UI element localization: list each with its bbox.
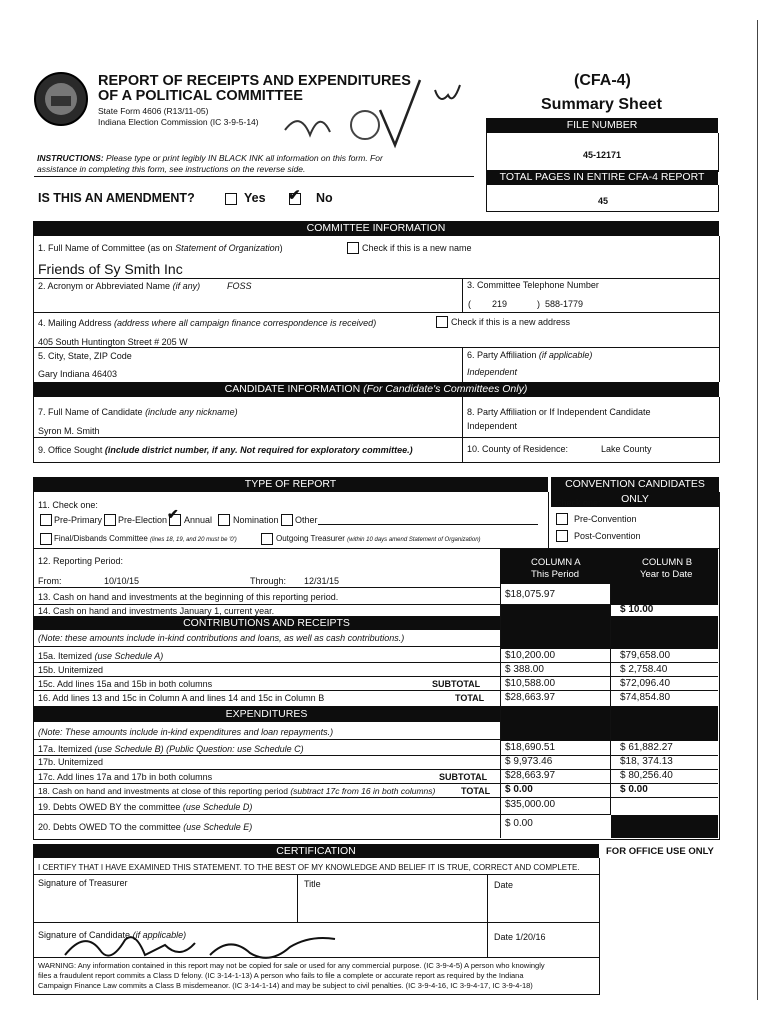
committee-section	[33, 236, 720, 382]
convention-header: CONVENTION CANDIDATES ONLY	[551, 477, 719, 507]
county-value: Lake County	[601, 444, 652, 454]
final-disband-label: Final/Disbands Committee (lines 18, 19, and 20 must be '0')	[54, 534, 237, 543]
line-17a-label: 17a. Itemized (use Schedule B) (Public Question: use Schedule C)	[38, 744, 304, 754]
line-15b-col-b: $ 2,758.40	[620, 664, 668, 675]
line-14-label: 14. Cash on hand and investments January 1, current year.	[38, 606, 275, 616]
line-17c-label: 17c. Add lines 17a and 17b in both columns	[38, 772, 213, 782]
amendment-no-label: No	[316, 191, 333, 205]
convention-check-one: Check one:	[555, 498, 601, 508]
warning-line2: files a fraudulent report commits a Class D felony. (IC 3-14-1-13) A person who fails to file a complete or accurate report as required by the Indiana	[38, 971, 524, 980]
pre-convention-checkbox[interactable]	[556, 513, 568, 525]
contributions-note: (Note: these amounts include in-kind contributions and loans, as well as cash contributions.)	[38, 633, 405, 643]
phone-number: 588-1779	[545, 299, 584, 309]
pre-election-label: Pre-Election	[118, 515, 168, 525]
mailing-label: 4. Mailing Address (address where all campaign finance correspondence is received)	[38, 318, 377, 328]
nomination-checkbox[interactable]	[218, 514, 230, 526]
candidate-name: Syron M. Smith	[38, 426, 100, 436]
column-b-subtitle: Year to Date	[640, 569, 693, 580]
file-number: 45-12171	[583, 150, 622, 160]
mailing-address: 405 South Huntington Street # 205 W	[38, 337, 188, 347]
certification-statement: I CERTIFY THAT I HAVE EXAMINED THIS STATEMENT. TO THE BEST OF MY KNOWLEDGE AND BELIEF IT IS TRUE, CORRECT AND COMPLETE.	[38, 863, 580, 872]
line-18-tag: TOTAL	[461, 786, 491, 796]
new-name-label: Check if this is a new name	[362, 243, 472, 253]
line-18-col-a: $ 0.00	[505, 784, 533, 795]
pre-primary-checkbox[interactable]	[40, 514, 52, 526]
post-convention-label: Post-Convention	[574, 531, 641, 541]
line-17b-col-b: $18, 374.13	[620, 756, 673, 767]
line-17b-label: 17b. Unitemized	[38, 757, 104, 767]
pre-convention-label: Pre-Convention	[574, 514, 637, 524]
column-a-title: COLUMN A	[531, 557, 581, 568]
new-address-label: Check if this is a new address	[451, 317, 571, 327]
reporting-period-label: 12. Reporting Period:	[38, 556, 124, 566]
acronym-label: 2. Acronym or Abbreviated Name (if any)	[38, 281, 201, 291]
column-b-title: COLUMN B	[642, 557, 693, 568]
amendment-question: IS THIS AN AMENDMENT?	[38, 191, 195, 205]
candidate-header-note: (For Candidate's Committees Only)	[363, 383, 528, 395]
instructions-line2: assistance in completing this form, see instructions on the reverse side.	[37, 164, 306, 174]
annual-label: Annual	[184, 515, 213, 525]
other-label: Other	[295, 515, 318, 525]
line-18-col-b: $ 0.00	[620, 784, 648, 795]
line-15a-col-a: $10,200.00	[505, 650, 556, 661]
line-13-col-a: $18,075.97	[505, 589, 556, 600]
certification-header: CERTIFICATION	[33, 844, 599, 858]
line-19-label: 19. Debts OWED BY the committee (use Schedule D)	[38, 802, 253, 812]
line-15a-label: 15a. Itemized (use Schedule A)	[38, 651, 164, 661]
state-form-number: State Form 4606 (R13/11-05)	[98, 106, 209, 116]
post-convention-checkbox[interactable]	[556, 530, 568, 542]
handwritten-annotation	[270, 70, 470, 160]
line-18-label: 18. Cash on hand and investments at close of this reporting period (subtract 17c from 16 in both columns)	[38, 786, 436, 796]
candidate-date: Date 1/20/16	[494, 932, 546, 942]
line-15b-col-a: $ 388.00	[505, 664, 544, 675]
form-name: Summary Sheet	[541, 96, 662, 113]
line-17a-col-a: $18,690.51	[505, 742, 556, 753]
final-disband-checkbox[interactable]	[40, 533, 52, 545]
form-title-line2: OF A POLITICAL COMMITTEE	[98, 88, 303, 104]
line-17c-col-b: $ 80,256.40	[620, 770, 673, 781]
file-number-header: FILE NUMBER	[486, 118, 718, 133]
line-15c-label: 15c. Add lines 15a and 15b in both columns	[38, 679, 213, 689]
date-label: Date	[494, 880, 514, 890]
phone-area: 219	[492, 299, 508, 309]
through-label: Through:	[250, 576, 287, 586]
line-15c-col-b: $72,096.40	[620, 678, 671, 689]
pre-primary-label: Pre-Primary	[54, 515, 103, 525]
state-seal	[34, 72, 88, 126]
line-19-col-a: $35,000.00	[505, 799, 556, 810]
form-code: (CFA-4)	[574, 72, 631, 89]
candidate-signature-label: Signature of Candidate (if applicable)	[38, 930, 187, 940]
outgoing-treasurer-label: Outgoing Treasurer (within 10 days amend Statement of Organization)	[276, 534, 481, 543]
line-17a-col-b: $ 61,882.27	[620, 742, 673, 753]
from-label: From:	[38, 576, 62, 586]
phone-label: 3. Committee Telephone Number	[467, 280, 599, 290]
phone-paren-close: )	[537, 299, 540, 309]
nomination-label: Nomination	[233, 515, 279, 525]
instructions	[37, 153, 383, 163]
line-15b-label: 15b. Unitemized	[38, 665, 104, 675]
check-one-label: 11. Check one:	[38, 500, 98, 510]
line-17b-col-a: $ 9,973.46	[505, 756, 553, 767]
acronym-value: FOSS	[227, 281, 252, 291]
line-16-label: 16. Add lines 13 and 15c in Column A and lines 14 and 15c in Column B	[38, 693, 325, 703]
line-16-col-a: $28,663.97	[505, 692, 556, 703]
commission-reference: Indiana Election Commission (IC 3-9-5-14)	[98, 117, 259, 127]
line-16-col-b: $74,854.80	[620, 692, 671, 703]
expenditures-header: EXPENDITURES	[33, 706, 500, 722]
title-label: Title	[304, 879, 321, 889]
checkmark-icon: ✔	[167, 506, 179, 522]
through-date: 12/31/15	[304, 576, 340, 586]
checkmark-icon: ✔	[288, 187, 301, 204]
party-label: 6. Party Affiliation (if applicable)	[467, 350, 593, 360]
other-checkbox[interactable]	[281, 514, 293, 526]
phone-paren: (	[468, 299, 471, 309]
instructions-label: INSTRUCTIONS:	[37, 153, 104, 163]
expenditures-note: (Note: These amounts include in-kind expenditures and loan repayments.)	[38, 727, 334, 737]
from-date: 10/10/15	[104, 576, 140, 586]
party-value: Independent	[467, 367, 518, 377]
candidate-party-label: 8. Party Affiliation or If Independent Candidate	[467, 407, 651, 417]
warning-line1: WARNING: Any information contained in this report may not be copied for sale or used for any commercial purpose. (IC 3-9-4-5) A person who knowingly	[38, 961, 545, 970]
line-15a-col-b: $79,658.00	[620, 650, 671, 661]
instructions-text: Please type or print legibly IN BLACK INK all information on this form. For	[105, 153, 383, 163]
city-value: Gary Indiana 46403	[38, 369, 118, 379]
county-label: 10. County of Residence:	[467, 444, 569, 454]
amendment-yes-checkbox[interactable]	[225, 193, 237, 205]
committee-name: Friends of Sy Smith Inc	[38, 261, 183, 277]
committee-section-header: COMMITTEE INFORMATION	[33, 221, 719, 236]
line-16-tag: TOTAL	[455, 693, 485, 703]
office-sought-label: 9. Office Sought (include district number, if any. Not required for exploratory committee.)	[38, 445, 413, 455]
contributions-header: CONTRIBUTIONS AND RECEIPTS	[33, 616, 500, 630]
outgoing-treasurer-checkbox[interactable]	[261, 533, 273, 545]
candidate-party: Independent	[467, 421, 518, 431]
line-20-col-a: $ 0.00	[505, 818, 533, 829]
line-17c-tag: SUBTOTAL	[439, 772, 488, 782]
candidate-name-label: 7. Full Name of Candidate (include any nickname)	[38, 407, 238, 417]
total-pages: 45	[598, 196, 609, 206]
line-20-label: 20. Debts OWED TO the committee (use Schedule E)	[38, 822, 253, 832]
column-a-subtitle: This Period	[531, 569, 580, 580]
total-pages-header: TOTAL PAGES IN ENTIRE CFA-4 REPORT	[486, 170, 718, 185]
committee-name-label: 1. Full Name of Committee (as on Statement of Organization)	[38, 243, 283, 253]
amendment-yes-label: Yes	[244, 191, 266, 205]
line-15c-tag: SUBTOTAL	[432, 679, 481, 689]
warning-line3: Campaign Finance Law commits a Class B misdemeanor. (IC 3-14-1-14) and may be subject to civil penalties. (IC 3-9-4-16, IC 3-9-4-17, IC 3-9-4-18)	[38, 981, 533, 990]
line-15c-col-a: $10,588.00	[505, 678, 556, 689]
line-14-col-b: $ 10.00	[620, 604, 654, 615]
new-address-checkbox[interactable]	[436, 316, 448, 328]
city-label: 5. City, State, ZIP Code	[38, 351, 132, 361]
office-use-label: FOR OFFICE USE ONLY	[606, 846, 714, 857]
pre-election-checkbox[interactable]	[104, 514, 116, 526]
form-title-line1: REPORT OF RECEIPTS AND EXPENDITURES	[98, 73, 411, 89]
new-name-checkbox[interactable]	[347, 242, 359, 254]
line-13-label: 13. Cash on hand and investments at the beginning of this reporting period.	[38, 592, 339, 602]
report-type-header: TYPE OF REPORT	[33, 477, 548, 492]
line-17c-col-a: $28,663.97	[505, 770, 556, 781]
candidate-section-header: CANDIDATE INFORMATION (For Candidate's Committees Only)	[33, 382, 719, 397]
treasurer-signature-label: Signature of Treasurer	[38, 878, 128, 888]
